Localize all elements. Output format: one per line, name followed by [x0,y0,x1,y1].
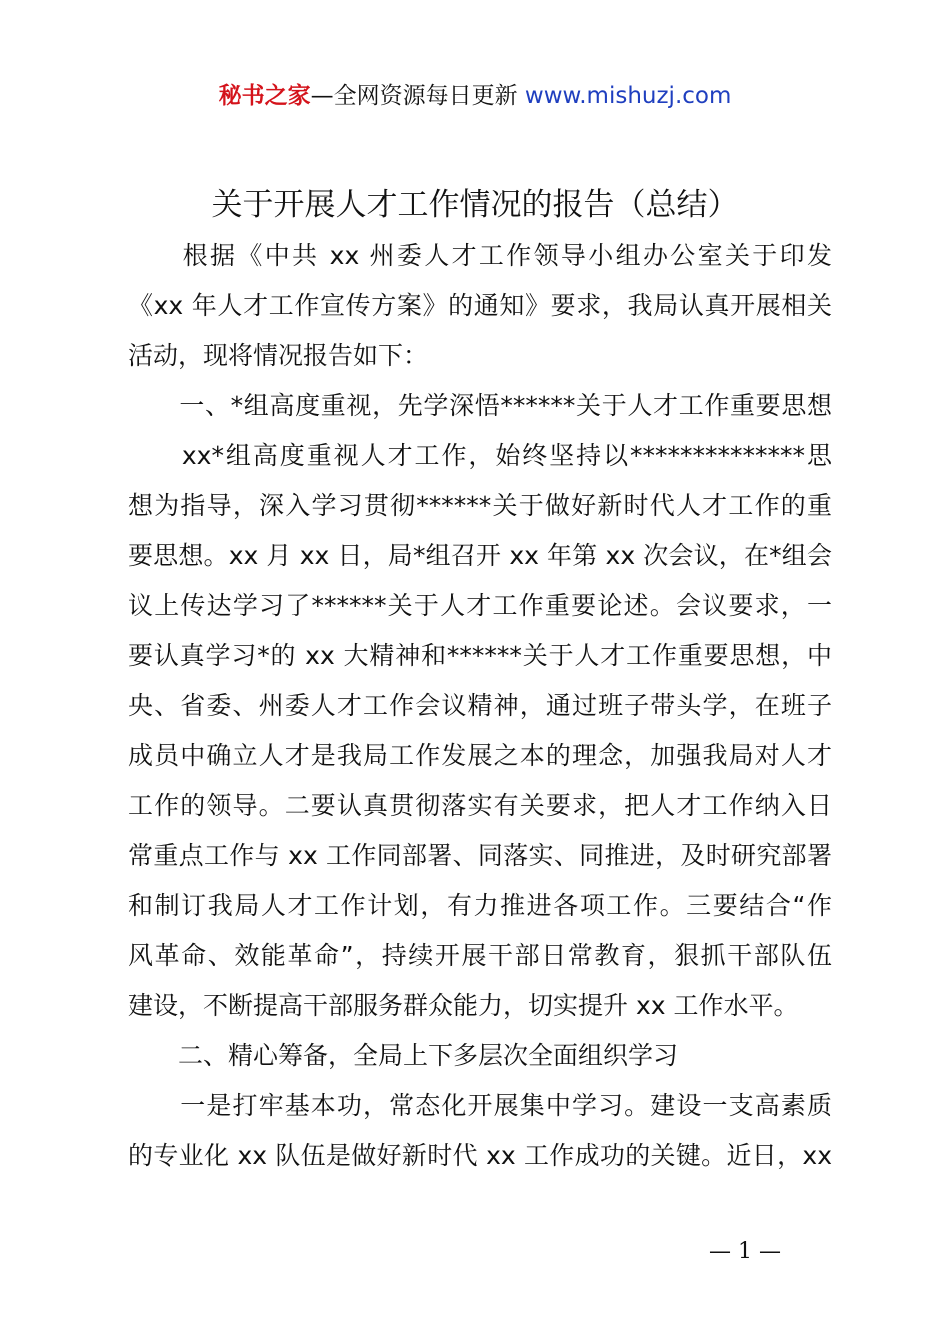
body-line: 的专业化 xx 队伍是做好新时代 xx 工作成功的关键。近日，xx [128,1141,832,1170]
body-line: 一是打牢基本功，常态化开展集中学习。建设一支高素质 [128,1091,832,1120]
brand-name: 秘书之家 [218,83,311,109]
site-header [0,78,950,114]
body-line: 建设，不断提高干部服务群众能力，切实提升 xx 工作水平。 [128,991,799,1020]
section-heading: 二、精心筹备，全局上下多层次全面组织学习 [128,1041,679,1070]
body-line: 根据《中共 xx 州委人才工作领导小组办公室关于印发 [128,241,832,270]
body-line: 《xx 年人才工作宣传方案》的通知》要求，我局认真开展相关 [128,291,832,320]
body-line: 要思想。xx 月 xx 日，局*组召开 xx 年第 xx 次会议，在*组会 [128,541,832,570]
body-line: 想为指导，深入学习贯彻******关于做好新时代人才工作的重 [128,491,832,520]
section-heading: 一、*组高度重视，先学深悟******关于人才工作重要思想 [128,391,832,420]
body-line: 工作的领导。二要认真贯彻落实有关要求，把人才工作纳入日 [128,791,832,820]
body-line: 风革命、效能革命”，持续开展干部日常教育，狠抓干部队伍 [128,941,832,970]
header-tagline: —全网资源每日更新 [310,83,525,109]
document-title: 关于开展人才工作情况的报告（总结） [211,187,739,223]
site-url-link[interactable]: www.mishuzj.com [524,83,732,109]
body-line: 要认真学习*的 xx 大精神和******关于人才工作重要思想，中 [128,641,832,670]
body-line: xx*组高度重视人才工作，始终坚持以**************思 [128,441,832,470]
body-line: 成员中确立人才是我局工作发展之本的理念，加强我局对人才 [128,741,832,770]
body-line: 央、省委、州委人才工作会议精神，通过班子带头学，在班子 [128,691,832,720]
body-line: 活动，现将情况报告如下： [128,341,429,370]
body-line: 议上传达学习了******关于人才工作重要论述。会议要求，一 [128,591,832,620]
body-line: 和制订我局人才工作计划，有力推进各项工作。三要结合“作 [128,891,832,920]
body-line: 常重点工作与 xx 工作同部署、同落实、同推进，及时研究部署 [128,841,832,870]
page-number: — 1 — [709,1239,781,1264]
